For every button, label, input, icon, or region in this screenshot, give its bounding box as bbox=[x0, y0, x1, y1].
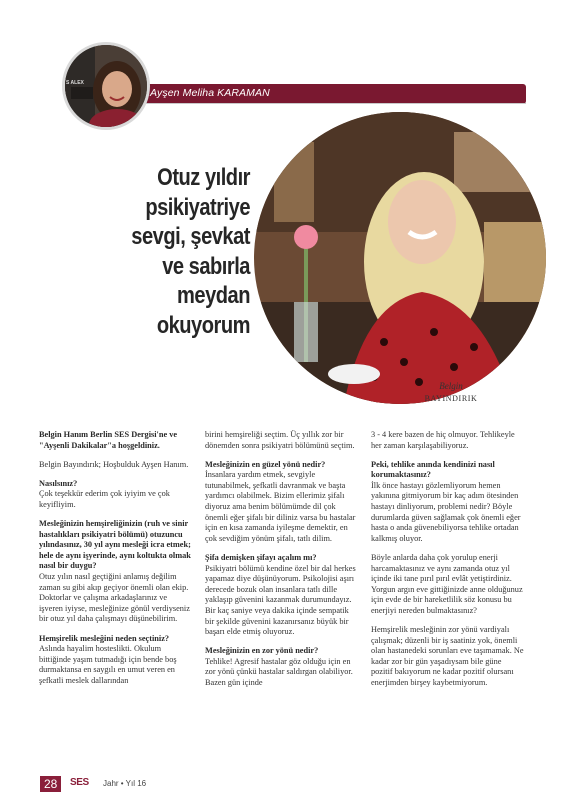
qa-block bbox=[39, 460, 191, 471]
qa-block bbox=[39, 634, 191, 687]
answer: Belgin Bayındırık; Hoşbulduk Ayşen Hanım. bbox=[39, 459, 189, 469]
qa-block bbox=[371, 625, 525, 689]
headline-line: okuyorum bbox=[156, 311, 250, 339]
caption-surname: BAYINDIRIK bbox=[424, 393, 478, 403]
question: Hemşirelik mesleğini neden seçtiniz? bbox=[39, 633, 170, 643]
qa-block bbox=[39, 519, 191, 625]
answer: Psikiyatri bölümü kendine özel bir dal herkes yapamaz diye düşünüyorum. Psikolojisi aşırı derecede bozuk olan insanlara tatlı dille yaklaşıp güvenini kazanmak durumundayız. Bir kaç saniye veya dakika içinde sempatik bir şekilde güvenini kazanırsanız büyük bir başarı elde etmiş oluyoruz. bbox=[205, 563, 356, 637]
answer: Hemşirelik mesleğinin zor yönü vardiyalı çalışmak; düzenli bir iş saatiniz yok, önemli olan hastanedeki sorunları eve taşımamak. Ne kadar zor bir gün yaşadıysam bile güne pozitif bakıyorum ne kadar pozitif olursanı enerjimden birşey kaybetmiyorum. bbox=[371, 625, 524, 687]
answer: Çok teşekkür ederim çok iyiyim ve çok keyifliyim. bbox=[39, 489, 170, 509]
qa-block bbox=[371, 460, 525, 545]
question: Nasılsınız? bbox=[39, 478, 78, 488]
question: Mesleğinizin en güzel yönü nedir? bbox=[205, 459, 326, 469]
issue-label: Jahr • Yıl 16 bbox=[103, 779, 147, 788]
header-divider bbox=[120, 103, 526, 104]
article-column-1 bbox=[39, 430, 191, 695]
caption-name: Belgin bbox=[439, 381, 463, 391]
qa-block bbox=[205, 646, 357, 688]
qa-block bbox=[371, 553, 525, 617]
question: Şifa demişken şifayı açalım mı? bbox=[205, 552, 317, 562]
qa-block bbox=[39, 479, 191, 511]
headline-line: psikiyatriye bbox=[145, 193, 250, 221]
page-number: 28 bbox=[40, 776, 61, 792]
answer: İlk önce hastayı gözlemliyorum hemen yakınına gitmiyorum bir kaç adım ötesinden hastayı dinliyorum, problemi nedir? Böyle durumlarda güven sağlamak çok önemli eğer hasta o anda güvenebiliyorsa tehlike ortadan kalkmış oluyor. bbox=[371, 480, 521, 543]
qa-block bbox=[205, 460, 357, 545]
answer: Tehlike! Agresif hastalar göz olduğu için en zor yönü çünkü hastalar saldırgan olabiliyor. Bazen gün içinde bbox=[205, 656, 353, 687]
question: Mesleğinizin hemşireliğinizin (ruh ve sinir hastalıkları psikiyatri bölümü) otuzuncu yılındasınız, 30 yıl aynı mesleği icra etmek; hele de aynı işyerinde, aynı koltukta olmak nasıl bir duygu? bbox=[39, 519, 191, 571]
headline-line: Otuz yıldır bbox=[157, 164, 250, 191]
headline-line: ve sabırla bbox=[162, 252, 250, 280]
photo-caption bbox=[392, 381, 510, 404]
answer: birini hemşireliği seçtim. Üç yıllık zor bir dönemden sonra psikiyatri bölümünü seçtim. bbox=[205, 430, 355, 450]
hero-photo bbox=[254, 112, 546, 404]
answer: 3 - 4 kere bazen de hiç olmuyor. Tehlikeyle her zaman karşılaşabiliyoruz. bbox=[371, 430, 515, 450]
article-column-2 bbox=[205, 430, 357, 697]
article-column-3 bbox=[371, 430, 525, 697]
question: Peki, tehlike anında kendinizi nasıl korumaktasınız? bbox=[371, 459, 495, 480]
author-name: Ayşen Meliha KARAMAN bbox=[150, 87, 270, 99]
qa-block bbox=[39, 430, 191, 451]
answer: Aslında hayalim hosteslikti. Okulum bittiğinde yaşım tutmadığı için bende boş durmaktansa en saygılı en umut veren en şefkatli meslek dallarından bbox=[39, 644, 177, 685]
question: Mesleğinizin en zor yönü nedir? bbox=[205, 646, 319, 656]
answer: Böyle anlarda daha çok yorulup enerji harcamaktasınız ve aynı zamanda otuz yıl içinde iki tane pırıl pırıl evlât yetiştirdiniz. Yorgun argın eve gittiğinizde anne olduğunuz için evde de bir hareketlilik söz konusu bu enerjiyi nereden bulmaktasınız? bbox=[371, 552, 523, 615]
qa-block bbox=[205, 553, 357, 638]
headline-line: sevgi, şevkat bbox=[131, 223, 250, 250]
answer: İnsanlara yardım etmek, sevgiyle tutunabilmek, şefkatli davranmak ve başta yardımcı olabilmek. Bizim ellerimiz şifalı diyoruz ama benim bölümümde dil çok önemli eğer şifalı bir diliniz varsa bu hastalar için en kısa zamanda iyileşme demektir, en çok sevdiğim yönüm şifalı, tatlı dilim. bbox=[205, 470, 356, 543]
magazine-logo: SES bbox=[70, 777, 89, 788]
qa-block bbox=[371, 430, 525, 451]
qa-block bbox=[205, 430, 357, 451]
answer: Otuz yılın nasıl geçtiğini anlamış değilim zaman su gibi akıp geçiyor önemli olan ekip. Doktorlar ve çalışma arkadaşlarınız ve işveren iyiyse, mesleğinize gönül verdiyseniz bir otuz yıl daha çalışmayı düşünebilirim. bbox=[39, 572, 190, 624]
question: Belgin Hanım Berlin SES Dergisi'ne ve "Ayşenli Dakikalar"a hoşgeldiniz. bbox=[39, 430, 178, 450]
avatar-badge: S ALEX bbox=[66, 80, 84, 86]
headline bbox=[119, 163, 250, 340]
author-avatar bbox=[62, 42, 150, 130]
headline-line: meydan bbox=[177, 282, 250, 309]
